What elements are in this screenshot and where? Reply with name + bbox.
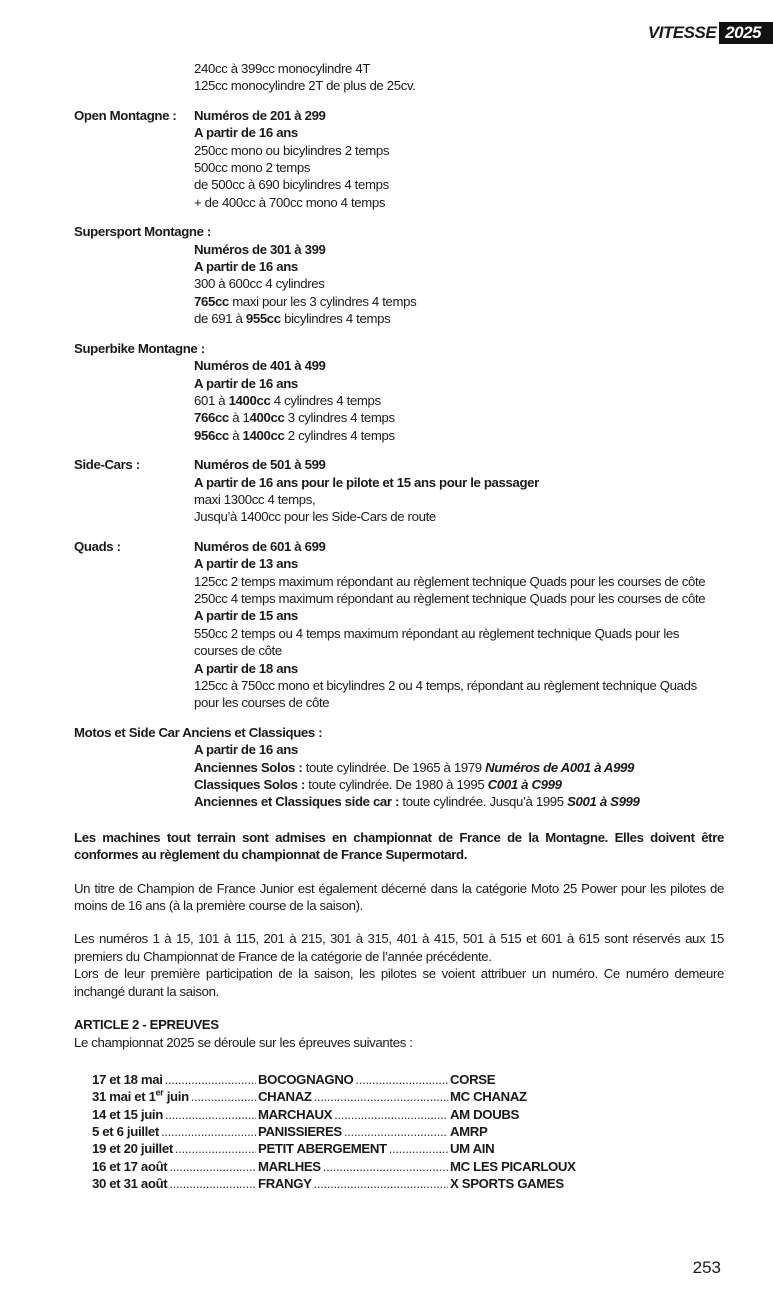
article-intro: Le championnat 2025 se déroule sur les épreuves suivantes : — [74, 1034, 413, 1050]
spec-line: Anciennes et Classiques side car : toute cylindrée. Jusqu’à 1995 S001 à S999 — [194, 794, 640, 810]
page-number: 253 — [692, 1258, 721, 1277]
event-place: MARCHAUX — [258, 1106, 333, 1122]
event-row — [92, 1140, 724, 1157]
event-row — [92, 1158, 724, 1175]
spec-line: 601 à 1400cc 4 cylindres 4 temps — [194, 392, 381, 408]
category-numbers: Numéros de 401 à 499 — [194, 358, 326, 374]
event-date: 19 et 20 juillet — [92, 1141, 173, 1157]
spec-line: de 691 à 955cc bicylindres 4 temps — [194, 311, 391, 327]
category-quads — [74, 538, 724, 712]
article-2 — [74, 1016, 724, 1193]
category-age: A partir de 16 ans pour le pilote et 15 ans pour le passager — [194, 474, 539, 490]
event-date: 31 mai et 1er juin — [92, 1087, 189, 1105]
category-numbers: Numéros de 201 à 299 — [194, 107, 326, 123]
event-organizer: X SPORTS GAMES — [450, 1176, 564, 1192]
event-organizer: MC LES PICARLOUX — [450, 1158, 576, 1174]
category-label: Quads : — [74, 538, 121, 554]
event-date: 14 et 15 juin — [92, 1106, 163, 1122]
event-place: FRANGY — [258, 1176, 312, 1192]
intro-block — [194, 60, 724, 95]
year-label: 2025 — [719, 22, 773, 44]
category-label: Motos et Side Car Anciens et Classiques : — [74, 724, 323, 740]
spec-line: Classiques Solos : toute cylindrée. De 1980 à 1995 C001 à C999 — [194, 777, 562, 793]
category-age: A partir de 16 ans — [194, 742, 298, 758]
category-open-montagne — [74, 107, 724, 211]
event-organizer: UM AIN — [450, 1141, 495, 1157]
event-row — [92, 1106, 724, 1123]
intro-line: 240cc à 399cc monocylindre 4T — [194, 61, 371, 76]
category-sidecars — [74, 456, 724, 526]
event-organizer: CORSE — [450, 1071, 496, 1087]
main-content — [74, 60, 724, 1193]
event-row — [92, 1123, 724, 1140]
spec-line: Jusqu’à 1400cc pour les Side-Cars de route — [194, 509, 436, 525]
category-age: A partir de 16 ans — [194, 259, 298, 275]
category-label: Supersport Montagne : — [74, 224, 211, 240]
category-label: Open Montagne : — [74, 107, 177, 123]
category-age: A partir de 16 ans — [194, 375, 298, 391]
event-organizer: AM DOUBS — [450, 1106, 519, 1122]
event-date: 30 et 31 août — [92, 1176, 168, 1192]
numbers-paragraph: Les numéros 1 à 15, 101 à 115, 201 à 215, 301 à 315, 401 à 415, 501 à 515 et 601 à 615 sont réservés aux 15 premiers du Championnat de France de la catégorie de l’année précédente. Lors de leur première participation de la saison, les pilotes se voient attribuer un numéro. Ce numéro demeure inchangé durant la saison. — [74, 931, 724, 999]
category-age: A partir de 13 ans — [194, 556, 298, 572]
category-superbike — [74, 340, 724, 444]
event-place: BOCOGNAGNO — [258, 1071, 354, 1087]
section-badge — [648, 22, 773, 44]
intro-line: 125cc monocylindre 2T de plus de 25cv. — [194, 78, 416, 94]
category-age: A partir de 18 ans — [194, 660, 298, 676]
spec-line: 250cc mono ou bicylindres 2 temps — [194, 142, 390, 158]
spec-line: 766cc à 1400cc 3 cylindres 4 temps — [194, 410, 395, 426]
spec-line: 550cc 2 temps ou 4 temps maximum répondant au règlement technique Quads pour les courses de côte — [194, 625, 680, 659]
events-list — [92, 1071, 724, 1193]
event-place: CHANAZ — [258, 1089, 312, 1105]
category-numbers: Numéros de 301 à 399 — [194, 241, 326, 257]
category-age: A partir de 15 ans — [194, 608, 298, 624]
event-date: 16 et 17 août — [92, 1158, 168, 1174]
spec-line: maxi 1300cc 4 temps, — [194, 491, 316, 507]
event-organizer: AMRP — [450, 1124, 488, 1140]
article-title: ARTICLE 2 - EPREUVES — [74, 1017, 219, 1033]
category-age: A partir de 16 ans — [194, 125, 298, 141]
spec-line: 250cc 4 temps maximum répondant au règlement technique Quads pour les courses de côte — [194, 590, 706, 606]
spec-line: 300 à 600cc 4 cylindres — [194, 276, 325, 292]
event-place: MARLHES — [258, 1158, 321, 1174]
event-date: 5 et 6 juillet — [92, 1124, 159, 1140]
category-anciens-classiques — [74, 724, 724, 811]
spec-line: Anciennes Solos : toute cylindrée. De 1965 à 1979 Numéros de A001 à A999 — [194, 759, 635, 775]
event-row — [92, 1088, 724, 1105]
series-label: VITESSE — [647, 23, 717, 42]
event-row — [92, 1175, 724, 1192]
spec-line: 125cc à 750cc mono et bicylindres 2 ou 4 temps, répondant au règlement technique Quads pour les courses de côte — [194, 678, 697, 711]
event-row — [92, 1071, 724, 1088]
category-numbers: Numéros de 601 à 699 — [194, 538, 326, 554]
junior-paragraph: Un titre de Champion de France Junior est également décerné dans la catégorie Moto 25 Power pour les pilotes de moins de 16 ans (à la première course de la saison). — [74, 880, 724, 914]
terrain-paragraph: Les machines tout terrain sont admises en championnat de France de la Montagne. Elles doivent être conformes au règlement du championnat de France Supermotard. — [74, 829, 724, 863]
event-organizer: MC CHANAZ — [450, 1089, 527, 1105]
event-place: PANISSIERES — [258, 1124, 342, 1140]
spec-line: 765cc maxi pour les 3 cylindres 4 temps — [194, 293, 417, 309]
category-numbers: Numéros de 501 à 599 — [194, 457, 326, 473]
category-supersport — [74, 223, 724, 327]
spec-line: de 500cc à 690 bicylindres 4 temps — [194, 177, 389, 193]
spec-line: 125cc 2 temps maximum répondant au règlement technique Quads pour les courses de côte — [194, 573, 706, 589]
category-label: Side-Cars : — [74, 457, 140, 473]
spec-line: 500cc mono 2 temps — [194, 160, 311, 176]
spec-line: 956cc à 1400cc 2 cylindres 4 temps — [194, 427, 395, 443]
event-date: 17 et 18 mai — [92, 1071, 163, 1087]
event-place: PETIT ABERGEMENT — [258, 1141, 387, 1157]
category-label: Superbike Montagne : — [74, 340, 205, 356]
spec-line: + de 400cc à 700cc mono 4 temps — [194, 194, 386, 210]
